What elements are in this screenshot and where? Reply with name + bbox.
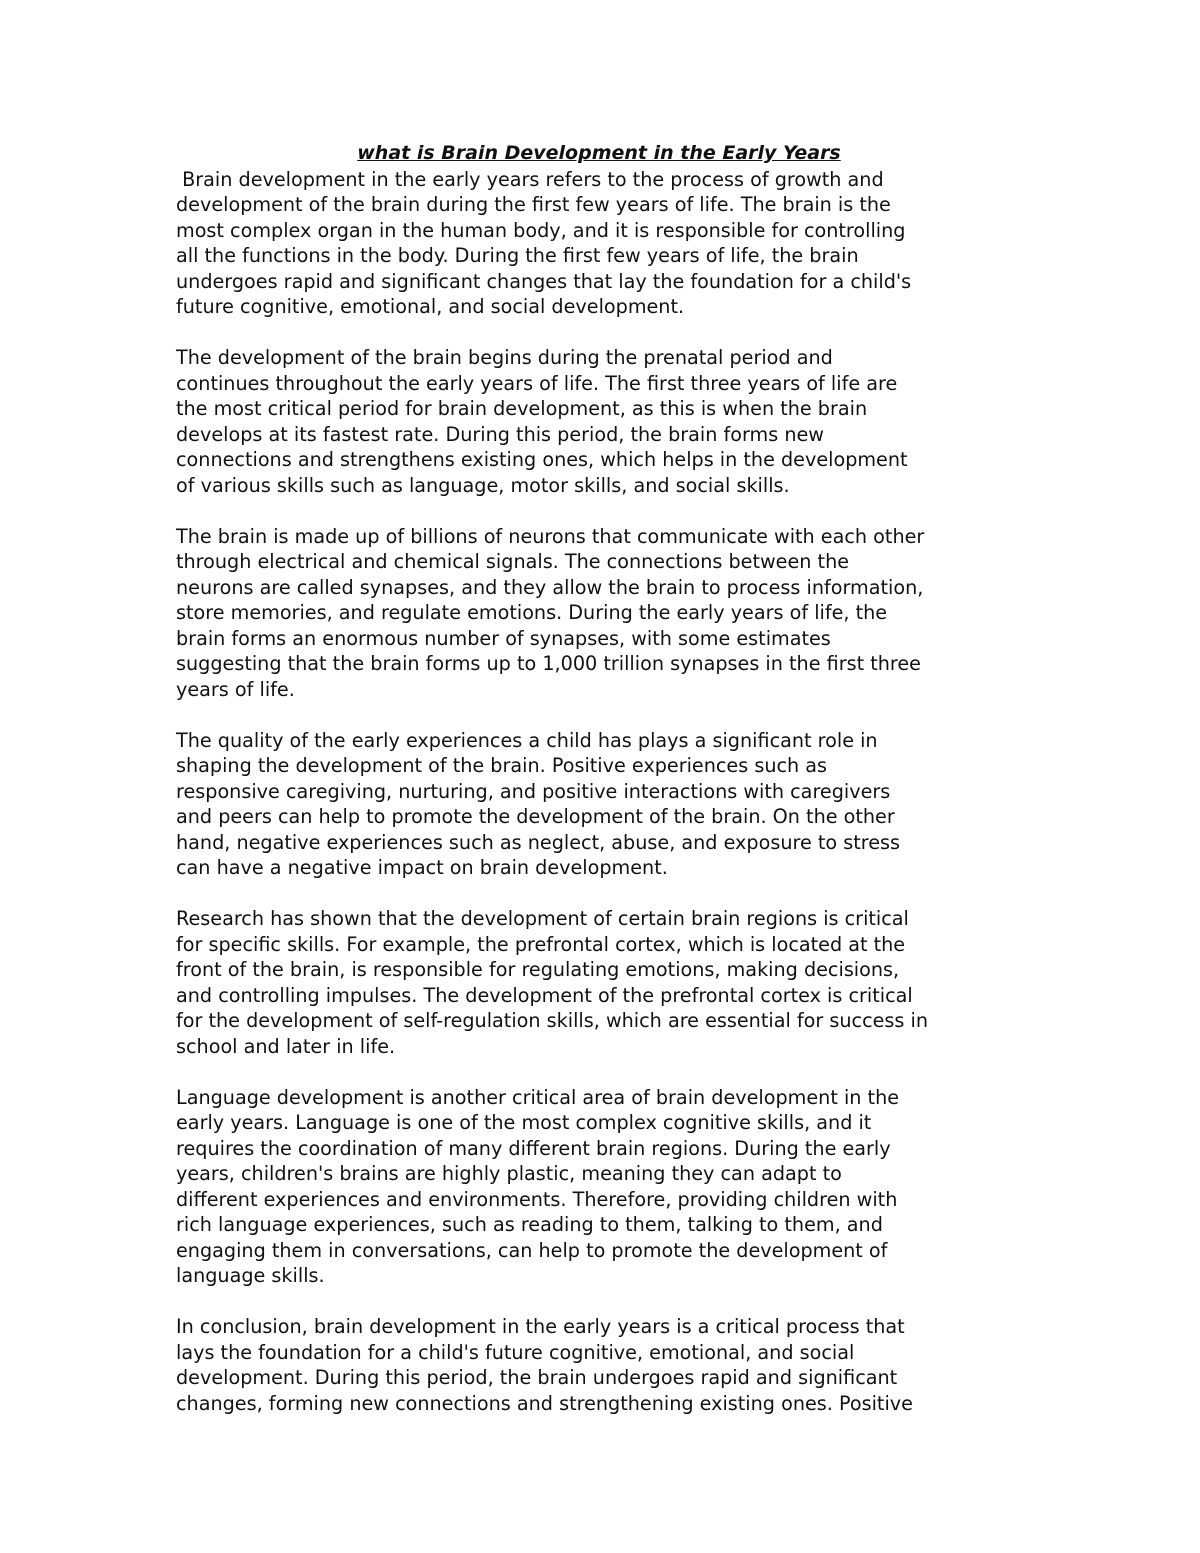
paragraph-conclusion: In conclusion, brain development in the early years is a critical process that lays the foundation for a child's future cognitive, emotional, and social development. During this period, the brain undergoes rapid and significant changes, forming new connections and strengthening existing ones. Positive <box>176 1315 913 1415</box>
paragraph-intro: Brain development in the early years refers to the process of growth and development of the brain during the first few years of life. The brain is the most complex organ in the human body, and it is responsible for controlling all the functions in the body. During the first few years of life, the brain undergoes rapid and significant changes that lay the foundation for a child's future cognitive, emotional, and social development. <box>176 167 912 319</box>
document-body <box>176 141 1036 1442</box>
document-title: what is Brain Development in the Early Years <box>357 142 841 164</box>
paragraph-brain-regions: Research has shown that the development of certain brain regions is critical for specific skills. For example, the prefrontal cortex, which is located at the front of the brain, is responsible for regulating emotions, making decisions, and controlling impulses. The development of the prefrontal cortex is critical for the development of self-regulation skills, which are essential for success in school and later in life. <box>176 907 929 1058</box>
paragraph-prenatal: The development of the brain begins during the prenatal period and continues throughout the early years of life. The first three years of life are the most critical period for brain development, as this is when the brain develops at its fastest rate. During this period, the brain forms new connections and strengthens existing ones, which helps in the development of various skills such as language, motor skills, and social skills. <box>176 346 908 497</box>
paragraph-neurons: The brain is made up of billions of neurons that communicate with each other through electrical and chemical signals. The connections between the neurons are called synapses, and they allow the brain to process information, store memories, and regulate emotions. During the early years of life, the brain forms an enormous number of synapses, with some estimates suggesting that the brain forms up to 1,000 trillion synapses in the first three years of life. <box>176 524 925 701</box>
paragraph-experiences: The quality of the early experiences a child has plays a significant role in shaping the development of the brain. Positive experiences such as responsive caregiving, nurturing, and positive interactions with caregivers and peers can help to promote the development of the brain. On the other hand, negative experiences such as neglect, abuse, and exposure to stress can have a negative impact on brain development. <box>176 728 900 880</box>
paragraph-language: Language development is another critical area of brain development in the early years. Language is one of the most complex cognitive skills, and it requires the coordination of many different brain regions. During the early years, children's brains are highly plastic, meaning they can adapt to different experiences and environments. Therefore, providing children with rich language experiences, such as reading to them, talking to them, and engaging them in conversations, can help to promote the development of language skills. <box>176 1085 900 1288</box>
